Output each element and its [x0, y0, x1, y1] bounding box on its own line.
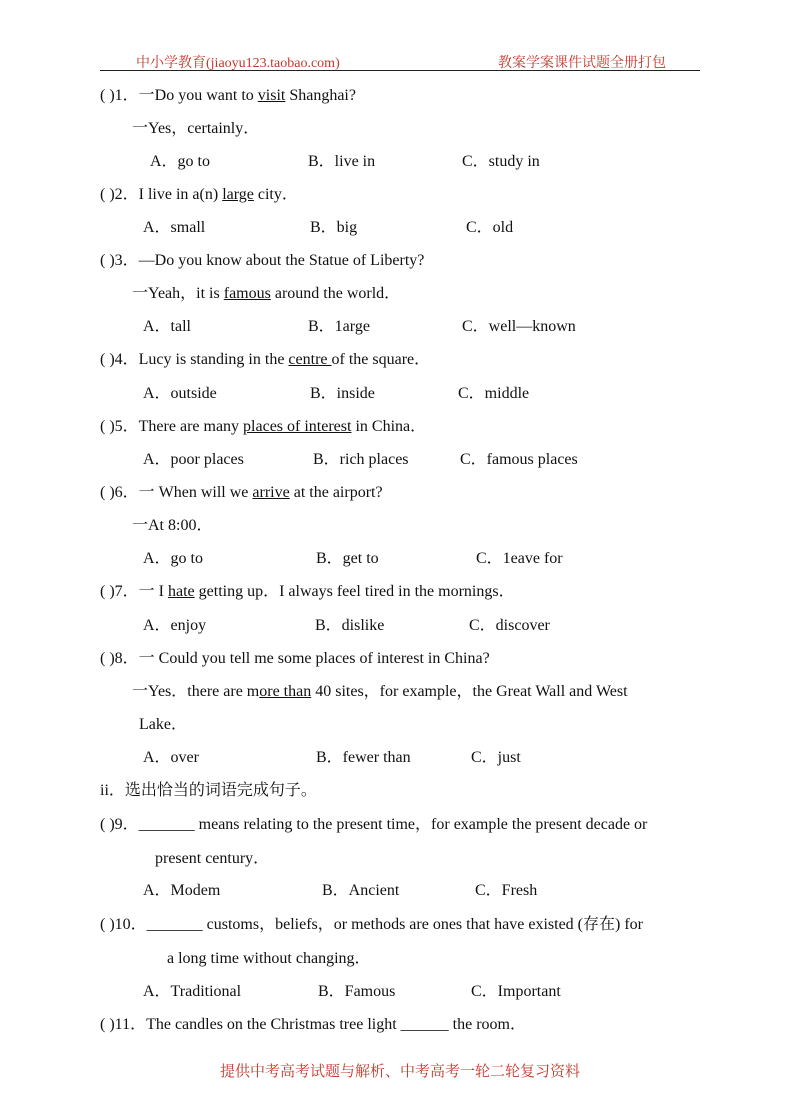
q1-underlined: visit	[257, 87, 286, 104]
q7-text-pre: ( )7．一 I	[100, 583, 168, 600]
q2-text-pre: ( )2．I live in a(n)	[100, 186, 223, 203]
q9-option-a: A．Modem	[143, 882, 221, 899]
question-7	[100, 582, 515, 602]
q7-option-a: A．enjoy	[143, 617, 207, 634]
question-8: ( )8．一 Could you tell me some places of interest in China?	[100, 650, 490, 667]
q6-answer: 一At 8:00．	[132, 517, 213, 534]
q8-answer	[132, 682, 628, 702]
q1-text-post: Shanghai?	[285, 87, 356, 104]
q1-option-c: C．study in	[462, 153, 540, 170]
q3-option-b: B．1arge	[308, 318, 370, 335]
question-4	[100, 350, 430, 370]
question-10: ( )10．_______ customs，beliefs，or methods are ones that have existed (存在) for	[100, 916, 643, 933]
q2-option-c: C．old	[466, 219, 514, 236]
header-right-text: 教案学案课件试题全册打包	[498, 56, 666, 71]
q3-answer-pre: 一Yeah，it is	[132, 285, 224, 302]
q10-option-b: B．Famous	[318, 983, 396, 1000]
q3-answer	[132, 284, 400, 304]
q5-option-b: B．rich places	[313, 451, 409, 468]
q3-underlined: famous	[223, 285, 271, 302]
question-6	[100, 483, 383, 503]
question-3: ( )3．—Do you know about the Statue of Liberty?	[100, 252, 425, 269]
q5-text-pre: ( )5．There are many	[100, 418, 244, 435]
q2-text-post: city．	[253, 186, 298, 203]
q9-continued: present century．	[155, 850, 270, 867]
q10-option-c: C．Important	[471, 983, 561, 1000]
q8-answer-pre: 一Yes．there are m	[132, 683, 260, 700]
q8-option-c: C．just	[471, 749, 521, 766]
q3-option-c: C．well—known	[462, 318, 576, 335]
question-5	[100, 417, 426, 437]
question-2	[100, 185, 298, 205]
section-heading: ii．选出恰当的词语完成句子。	[100, 782, 317, 799]
q1-answer: 一Yes，certainly．	[132, 120, 260, 137]
q6-option-c: C．1eave for	[476, 550, 563, 567]
q4-underlined: centre	[288, 351, 332, 368]
q5-text-post: in China．	[351, 418, 427, 435]
q6-underlined: arrive	[252, 484, 290, 501]
q10-option-a: A．Traditional	[143, 983, 242, 1000]
q2-underlined: large	[222, 186, 254, 203]
question-1	[100, 86, 356, 106]
q9-option-b: B．Ancient	[322, 882, 400, 899]
q5-underlined: places of interest	[243, 418, 352, 435]
q8-underlined: ore than	[259, 683, 312, 700]
q6-option-b: B．get to	[316, 550, 379, 567]
q5-option-a: A．poor places	[143, 451, 244, 468]
page-footer: 提供中考高考试题与解析、中考高考一轮二轮复习资料	[219, 1064, 580, 1080]
q3-answer-post: around the world．	[270, 285, 401, 302]
q2-option-b: B．big	[310, 219, 358, 236]
q7-option-b: B．dislike	[315, 617, 385, 634]
q1-option-a: A．go to	[150, 153, 211, 170]
page-header	[100, 52, 700, 71]
q4-option-b: B．inside	[310, 385, 375, 402]
header-left-text: 中小学教育(jiaoyu123.taobao.com)	[136, 56, 340, 71]
q8-answer-post: 40 sites，for example，the Great Wall and West	[311, 683, 628, 700]
q8-answer-continued: Lake．	[139, 716, 187, 733]
q5-option-c: C．famous places	[460, 451, 578, 468]
q9-option-c: C．Fresh	[475, 882, 538, 899]
q6-text-pre: ( )6．一 When will we	[100, 484, 253, 501]
q1-option-b: B．live in	[308, 153, 376, 170]
q7-underlined: hate	[168, 583, 195, 600]
q3-option-a: A．tall	[143, 318, 191, 335]
q2-option-a: A．small	[143, 219, 206, 236]
q8-option-b: B．fewer than	[316, 749, 411, 766]
q4-option-c: C．middle	[458, 385, 530, 402]
question-11: ( )11．The candles on the Christmas tree light ______ the room．	[100, 1016, 526, 1033]
q4-option-a: A．outside	[143, 385, 217, 402]
q8-option-a: A．over	[143, 749, 199, 766]
q10-continued: a long time without changing．	[167, 950, 371, 967]
q4-text-pre: ( )4．Lucy is standing in the	[100, 351, 289, 368]
q1-text-pre: ( )1．一Do you want to	[100, 87, 258, 104]
q4-text-post: of the square．	[331, 351, 431, 368]
q6-text-post: at the airport?	[289, 484, 383, 501]
q7-text-post: getting up．I always feel tired in the mornings．	[194, 583, 515, 600]
q6-option-a: A．go to	[143, 550, 204, 567]
q7-option-c: C．discover	[469, 617, 550, 634]
question-9: ( )9．_______ means relating to the present time，for example the present decade or	[100, 816, 648, 833]
